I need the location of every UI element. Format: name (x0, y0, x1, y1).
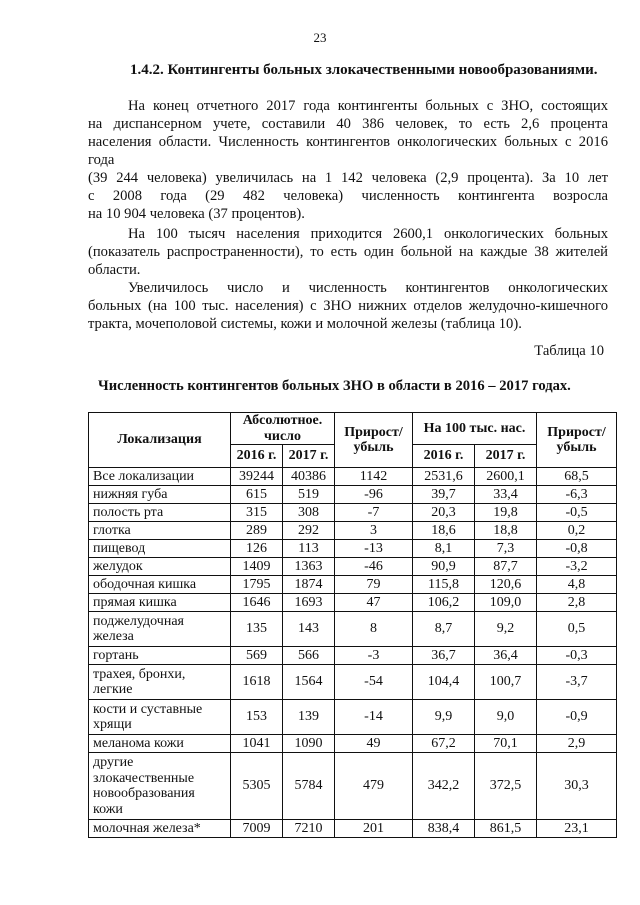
cell-pd: 0,5 (537, 612, 617, 647)
cell-pd: -3,2 (537, 558, 617, 576)
cell-d: -7 (335, 504, 413, 522)
header-growth-per100k: Прирост/ убыль (537, 413, 617, 468)
paragraph-line: с 2008 года (29 482 человека) численность контингента возросла (88, 188, 608, 204)
cell-a2016: 1618 (231, 665, 283, 700)
cell-p2016: 9,9 (413, 700, 475, 735)
cell-p2016: 8,1 (413, 540, 475, 558)
cell-location: пищевод (89, 540, 231, 558)
cell-p2017: 2600,1 (475, 468, 537, 486)
cell-pd: 2,9 (537, 735, 617, 753)
header-absolute: Абсолютное. число (231, 413, 335, 445)
cell-pd: -0,5 (537, 504, 617, 522)
section-heading: 1.4.2. Контингенты больных злокачественными новообразованиями. (130, 62, 598, 78)
cell-a2016: 315 (231, 504, 283, 522)
cell-a2017: 1874 (283, 576, 335, 594)
paragraph-line: На конец отчетного 2017 года контингенты больных с ЗНО, состоящих (128, 98, 608, 114)
paragraph-prevalence (88, 225, 608, 279)
cell-d: 201 (335, 820, 413, 838)
cell-d: 1142 (335, 468, 413, 486)
cell-p2017: 33,4 (475, 486, 537, 504)
cell-a2016: 135 (231, 612, 283, 647)
cell-a2017: 566 (283, 647, 335, 665)
cell-pd: 68,5 (537, 468, 617, 486)
cell-d: 79 (335, 576, 413, 594)
cell-p2017: 861,5 (475, 820, 537, 838)
cell-location: трахея, бронхи, легкие (89, 665, 231, 700)
header-location: Локализация (89, 413, 231, 468)
cell-p2017: 19,8 (475, 504, 537, 522)
page-number: 23 (313, 30, 327, 45)
cell-a2017: 1564 (283, 665, 335, 700)
cell-pd: -0,8 (537, 540, 617, 558)
cell-location: глотка (89, 522, 231, 540)
cell-p2016: 342,2 (413, 753, 475, 820)
table-row (89, 576, 617, 594)
cell-p2016: 18,6 (413, 522, 475, 540)
cell-location: Все локализации (89, 468, 231, 486)
cell-a2016: 1646 (231, 594, 283, 612)
cell-pd: 23,1 (537, 820, 617, 838)
table-row (89, 665, 617, 700)
cell-a2016: 1041 (231, 735, 283, 753)
header-year-2017: 2017 г. (283, 445, 335, 468)
cell-p2016: 36,7 (413, 647, 475, 665)
cell-p2016: 115,8 (413, 576, 475, 594)
cell-d: -96 (335, 486, 413, 504)
cell-p2017: 9,0 (475, 700, 537, 735)
cell-pd: 0,2 (537, 522, 617, 540)
cell-a2017: 5784 (283, 753, 335, 820)
cell-p2017: 100,7 (475, 665, 537, 700)
paragraph-line: (показатель распространенности), то есть один больной на каждые 38 жителей (88, 244, 608, 260)
cell-a2016: 1795 (231, 576, 283, 594)
paragraph-line: населения области. Численность контингентов онкологических больных с 2016 (88, 134, 608, 150)
table-row (89, 647, 617, 665)
cell-p2016: 39,7 (413, 486, 475, 504)
cell-d: 479 (335, 753, 413, 820)
cell-p2016: 838,4 (413, 820, 475, 838)
cell-a2017: 292 (283, 522, 335, 540)
cell-d: -13 (335, 540, 413, 558)
cell-a2016: 7009 (231, 820, 283, 838)
cell-p2016: 8,7 (413, 612, 475, 647)
paragraph-line: тракта, мочеполовой системы, кожи и молочной железы (таблица 10). (88, 316, 522, 332)
cell-a2017: 1090 (283, 735, 335, 753)
cell-location: молочная железа* (89, 820, 231, 838)
cell-p2017: 87,7 (475, 558, 537, 576)
cell-p2017: 120,6 (475, 576, 537, 594)
cell-p2016: 90,9 (413, 558, 475, 576)
cell-a2017: 308 (283, 504, 335, 522)
table-row (89, 753, 617, 820)
table-label: Таблица 10 (534, 343, 604, 359)
cell-a2017: 139 (283, 700, 335, 735)
cell-p2017: 109,0 (475, 594, 537, 612)
cell-p2017: 18,8 (475, 522, 537, 540)
cell-location: полость рта (89, 504, 231, 522)
header-year-2016-per100k: 2016 г. (413, 445, 475, 468)
cell-a2017: 40386 (283, 468, 335, 486)
cell-location: другие злокачественные новообразования кожи (89, 753, 231, 820)
cell-p2016: 67,2 (413, 735, 475, 753)
header-year-2016: 2016 г. (231, 445, 283, 468)
cell-pd: -0,9 (537, 700, 617, 735)
header-growth: Прирост/ убыль (335, 413, 413, 468)
cell-p2017: 70,1 (475, 735, 537, 753)
cell-location: гортань (89, 647, 231, 665)
cell-a2016: 1409 (231, 558, 283, 576)
table-row (89, 504, 617, 522)
paragraph-line: (39 244 человека) увеличилась на 1 142 человека (2,9 процента). За 10 лет (88, 170, 608, 186)
paragraph-contingents (88, 97, 608, 223)
cell-d: 47 (335, 594, 413, 612)
table-row (89, 558, 617, 576)
cell-a2016: 153 (231, 700, 283, 735)
cell-a2017: 7210 (283, 820, 335, 838)
cell-d: -3 (335, 647, 413, 665)
cell-p2016: 2531,6 (413, 468, 475, 486)
cell-location: кости и суставные хрящи (89, 700, 231, 735)
cell-a2017: 143 (283, 612, 335, 647)
cell-a2017: 113 (283, 540, 335, 558)
cell-pd: 2,8 (537, 594, 617, 612)
cell-pd: -6,3 (537, 486, 617, 504)
cell-d: 3 (335, 522, 413, 540)
table-row (89, 820, 617, 838)
cell-p2017: 372,5 (475, 753, 537, 820)
cell-a2017: 1363 (283, 558, 335, 576)
paragraph-line: На 100 тысяч населения приходится 2600,1 онкологических больных (128, 226, 608, 242)
paragraph-line: больных (на 100 тыс. населения) с ЗНО нижних отделов желудочно-кишечного (88, 298, 608, 314)
cell-p2016: 106,2 (413, 594, 475, 612)
cell-d: -54 (335, 665, 413, 700)
cell-a2016: 289 (231, 522, 283, 540)
header-per100k: На 100 тыс. нас. (413, 413, 537, 445)
paragraph-line: Увеличилось число и численность контингентов онкологических (128, 280, 608, 296)
table-row (89, 612, 617, 647)
cell-a2016: 569 (231, 647, 283, 665)
table-row (89, 468, 617, 486)
table-title: Численность контингентов больных ЗНО в области в 2016 – 2017 годах. (98, 378, 571, 394)
table-row (89, 486, 617, 504)
cell-a2016: 126 (231, 540, 283, 558)
cell-location: меланома кожи (89, 735, 231, 753)
table-row (89, 594, 617, 612)
header-year-2017-per100k: 2017 г. (475, 445, 537, 468)
cell-p2017: 7,3 (475, 540, 537, 558)
cell-location: поджелудочная железа (89, 612, 231, 647)
table-row (89, 522, 617, 540)
cell-a2017: 1693 (283, 594, 335, 612)
cell-pd: -0,3 (537, 647, 617, 665)
cell-a2016: 5305 (231, 753, 283, 820)
cell-d: 49 (335, 735, 413, 753)
table-row (89, 735, 617, 753)
cell-location: прямая кишка (89, 594, 231, 612)
paragraph-line: на диспансерном учете, составили 40 386 человек, то есть 2,6 процента (88, 116, 608, 132)
paragraph-increase (88, 279, 608, 333)
cell-location: нижняя губа (89, 486, 231, 504)
paragraph-line: области. (88, 262, 141, 278)
paragraph-line: года (88, 152, 115, 168)
cell-pd: 30,3 (537, 753, 617, 820)
cell-d: -46 (335, 558, 413, 576)
table-header-row (89, 413, 617, 445)
cell-d: -14 (335, 700, 413, 735)
cell-location: желудок (89, 558, 231, 576)
table-row (89, 700, 617, 735)
contingents-table (88, 412, 617, 838)
cell-a2016: 39244 (231, 468, 283, 486)
cell-pd: 4,8 (537, 576, 617, 594)
cell-a2017: 519 (283, 486, 335, 504)
paragraph-line: на 10 904 человека (37 процентов). (88, 206, 305, 222)
cell-p2016: 104,4 (413, 665, 475, 700)
cell-d: 8 (335, 612, 413, 647)
cell-a2016: 615 (231, 486, 283, 504)
cell-location: ободочная кишка (89, 576, 231, 594)
cell-p2017: 9,2 (475, 612, 537, 647)
table-row (89, 540, 617, 558)
cell-p2017: 36,4 (475, 647, 537, 665)
cell-pd: -3,7 (537, 665, 617, 700)
cell-p2016: 20,3 (413, 504, 475, 522)
